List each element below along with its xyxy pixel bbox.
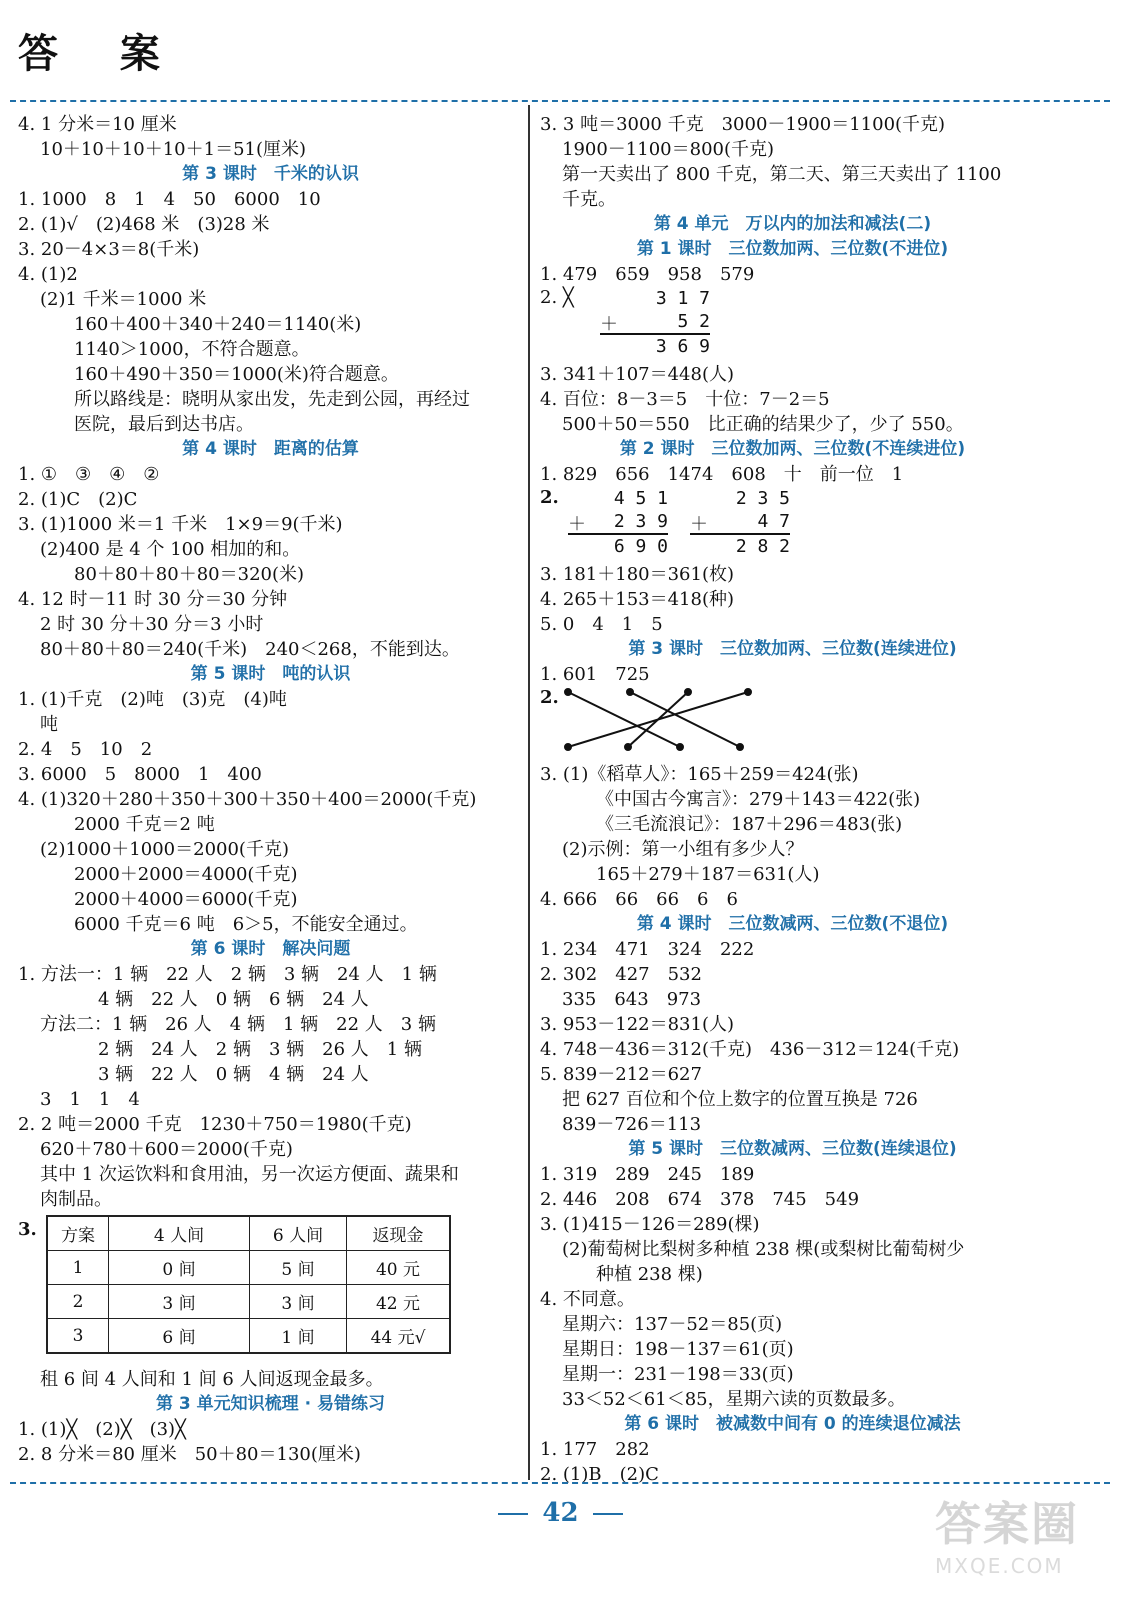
matching-dot [565, 689, 571, 695]
table-cell: 2 [47, 1285, 109, 1319]
matching-line [568, 692, 748, 747]
answer-line: 80＋80＋80＋80＝320(米) [74, 564, 305, 585]
answer-line: 500＋50＝550 比正确的结果少了，少了 550。 [562, 414, 964, 435]
matching-dot [565, 744, 571, 750]
answer-line: 3. (1)1000 米＝1 千米 1×9＝9(千米) [18, 514, 343, 535]
answer-line: 星期日：198－137＝61(页) [562, 1339, 794, 1360]
answer-line: 2000 千克＝2 吨 [74, 814, 215, 835]
plus-sign: ＋ [568, 514, 586, 535]
answer-line: 所以路线是：晓明从家出发，先走到公园，再经过 [74, 389, 470, 410]
answer-line: 3. 181＋180＝361(枚) [540, 564, 735, 585]
answer-line: 方法二：1 辆 26 人 4 辆 1 辆 22 人 3 辆 [40, 1014, 436, 1035]
lesson-heading: 第 4 课时 三位数减两、三位数(不退位) [636, 914, 949, 934]
vertical-calculation [690, 487, 790, 558]
answer-line: 5. 839－212＝627 [540, 1064, 702, 1085]
answer-line: 肉制品。 [40, 1189, 112, 1210]
answer-line: 1. 1000 8 1 4 50 6000 10 [18, 189, 321, 210]
plan-table-block [18, 1215, 523, 1367]
calc-result: 2 8 2 [690, 533, 790, 558]
answer-line: 1. 601 725 [540, 664, 650, 685]
answer-line: 其中 1 次运饮料和食用油，另一次运方便面、蔬果和 [40, 1164, 459, 1185]
answer-line: 4. 265＋153＝418(种) [540, 589, 735, 610]
answer-line: 3. 20－4×3＝8(千米) [18, 239, 200, 260]
answer-line: 租 6 间 4 人间和 1 间 6 人间返现金最多。 [40, 1369, 384, 1390]
answer-line: 千克。 [562, 189, 616, 210]
answer-line: 1. ① ③ ④ ② [18, 464, 160, 485]
answer-line: (2)1 千米＝1000 米 [40, 289, 207, 310]
answer-line: 839－726＝113 [562, 1114, 702, 1135]
table-header-cell: 返现金 [347, 1216, 451, 1251]
plus-sign: ＋ [690, 514, 708, 535]
answer-line: 4. 666 66 66 6 6 [540, 889, 738, 910]
answer-line: 6000 千克＝6 吨 6＞5，不能安全通过。 [74, 914, 418, 935]
calc-addend: 2 3 9 [613, 511, 668, 532]
answer-line: 3. 3 吨＝3000 千克 3000－1900＝1100(千克) [540, 114, 946, 135]
answer-line: 2. (1)√ (2)468 米 (3)28 米 [18, 214, 270, 235]
table-cell: 3 间 [250, 1285, 347, 1319]
table-cell: 3 间 [109, 1285, 250, 1319]
watermark-url: MXQE.COM [935, 1554, 1064, 1578]
matching-dot [627, 689, 633, 695]
answer-line: 4. 百位：8－3＝5 十位：7－2＝5 [540, 389, 830, 410]
bottom-divider [10, 1482, 1110, 1484]
vertical-calculation [600, 287, 710, 358]
watermark-text: 答案圈 [935, 1497, 1079, 1551]
question-number: 2. [540, 687, 559, 708]
page-title: 答 案 [18, 31, 184, 77]
calc-addend: 4 7 [757, 511, 790, 532]
calc-addend: 4 5 1 [613, 488, 668, 509]
answer-line: 2. 4 5 10 2 [18, 739, 153, 760]
answer-line: 3 1 1 4 [40, 1089, 140, 1110]
answer-line: 1140＞1000，不符合题意。 [74, 339, 310, 360]
answer-line: (2)示例：第一小组有多少人？ [562, 839, 804, 860]
answer-line: 2000＋2000＝4000(千克) [74, 864, 298, 885]
calc-result: 3 6 9 [600, 333, 710, 358]
table-row [47, 1319, 450, 1354]
matching-dot [737, 744, 743, 750]
answer-line: 医院，最后到达书店。 [74, 414, 254, 435]
answer-line: 2. 8 分米＝80 厘米 50＋80＝130(厘米) [18, 1444, 361, 1465]
lesson-heading: 第 3 课时 三位数加两、三位数(连续进位) [628, 639, 957, 659]
answer-line: 4. 12 时－11 时 30 分＝30 分钟 [18, 589, 288, 610]
answer-line: 1. 234 471 324 222 [540, 939, 755, 960]
table-cell: 6 间 [109, 1319, 250, 1354]
answer-line: 3 辆 22 人 0 辆 4 辆 24 人 [98, 1064, 369, 1085]
answer-line: 160＋400＋340＋240＝1140(米) [74, 314, 362, 335]
table-header-row [47, 1216, 450, 1251]
answer-line: 33＜52＜61＜85，星期六读的页数最多。 [562, 1389, 906, 1410]
table-row [47, 1285, 450, 1319]
vertical-calc-block [540, 287, 1045, 362]
answer-line: (2)1000＋1000＝2000(千克) [40, 839, 289, 860]
answer-line: 4. (1)2 [18, 264, 78, 285]
table-row [47, 1251, 450, 1285]
table-cell: 40 元 [347, 1251, 451, 1285]
answer-line: 2000＋4000＝6000(千克) [74, 889, 298, 910]
right-column [540, 112, 1045, 1487]
column-divider [528, 105, 530, 1480]
answer-line: 2 时 30 分＋30 分＝3 小时 [40, 614, 264, 635]
answer-line: 4. 不同意。 [540, 1289, 635, 1310]
answer-line: (2)400 是 4 个 100 相加的和。 [40, 539, 301, 560]
calc-result: 6 9 0 [568, 533, 668, 558]
answer-line: 3. 341＋107＝448(人) [540, 364, 735, 385]
answer-line: 5. 0 4 1 5 [540, 614, 663, 635]
matching-dot [745, 689, 751, 695]
answer-line: 10＋10＋10＋10＋1＝51(厘米) [40, 139, 307, 160]
answer-line: 1. 方法一：1 辆 22 人 2 辆 3 辆 24 人 1 辆 [18, 964, 437, 985]
lesson-heading: 第 2 课时 三位数加两、三位数(不连续进位) [619, 439, 966, 459]
answer-line: 《中国古今寓言》：279＋143＝422(张) [596, 789, 921, 810]
answer-line: 2. 302 427 532 [540, 964, 702, 985]
table-cell: 1 [47, 1251, 109, 1285]
answer-line: 2. 446 208 674 378 745 549 [540, 1189, 860, 1210]
lesson-heading: 第 5 课时 三位数减两、三位数(连续退位) [628, 1139, 957, 1159]
answer-line: 3. (1)《稻草人》：165＋259＝424(张) [540, 764, 859, 785]
answer-line: 335 643 973 [562, 989, 702, 1010]
answer-line: 第一天卖出了 800 千克，第二天、第三天卖出了 1100 [562, 164, 1002, 185]
calc-addend: 3 1 7 [655, 288, 710, 309]
top-divider [10, 100, 1110, 102]
answer-line: 1. 319 289 245 189 [540, 1164, 755, 1185]
answer-line: 620＋780＋600＝2000(千克) [40, 1139, 293, 1160]
matching-dot [685, 689, 691, 695]
matching-dot [625, 744, 631, 750]
watermark-logo [935, 1488, 1095, 1578]
vertical-calculation [568, 487, 668, 558]
answer-line: 4 辆 22 人 0 辆 6 辆 24 人 [98, 989, 369, 1010]
plus-sign: ＋ [600, 314, 618, 335]
answer-line: 3. 953－122＝831(人) [540, 1014, 735, 1035]
lesson-heading: 第 1 课时 三位数加两、三位数(不进位) [636, 239, 949, 259]
unit-heading: 第 4 单元 万以内的加法和减法(二) [653, 214, 932, 234]
table-cell: 42 元 [347, 1285, 451, 1319]
answer-line: 吨 [40, 714, 58, 735]
table-header-cell: 4 人间 [109, 1216, 250, 1251]
answer-line: 1. 177 282 [540, 1439, 650, 1460]
answer-line: 种植 238 棵) [596, 1264, 703, 1285]
plan-table [46, 1215, 451, 1354]
answer-line: 星期一：231－198＝33(页) [562, 1364, 794, 1385]
answer-line: 星期六：137－52＝85(页) [562, 1314, 783, 1335]
lesson-heading: 第 5 课时 吨的认识 [190, 664, 351, 684]
answer-line: 160＋490＋350＝1000(米)符合题意。 [74, 364, 399, 385]
answer-line: 1900－1100＝800(千克) [562, 139, 775, 160]
answer-line: 把 627 百位和个位上数字的位置互换是 726 [562, 1089, 918, 1110]
answer-line: 2. 2 吨＝2000 千克 1230＋750＝1980(千克) [18, 1114, 412, 1135]
answer-line: 2. (1)B (2)C [540, 1464, 659, 1485]
answer-line: 2 辆 24 人 2 辆 3 辆 26 人 1 辆 [98, 1039, 422, 1060]
table-cell: 3 [47, 1319, 109, 1354]
lesson-heading: 第 3 单元知识梳理 · 易错练习 [156, 1394, 385, 1414]
table-cell: 0 间 [109, 1251, 250, 1285]
page-number-value: 42 [542, 1498, 579, 1528]
answer-line: (2)葡萄树比梨树多种植 238 棵(或梨树比葡萄树少 [562, 1239, 965, 1260]
answer-line: 3. (1)415－126＝289(棵) [540, 1214, 760, 1235]
table-cell: 44 元√ [347, 1319, 451, 1354]
question-number: 2. [540, 487, 559, 508]
vertical-calc-block [540, 487, 1045, 562]
matching-diagram [540, 687, 800, 762]
left-column [18, 112, 523, 1467]
dash-decoration [593, 1513, 623, 1515]
matching-dot [677, 744, 683, 750]
lesson-heading: 第 4 课时 距离的估算 [182, 439, 359, 459]
answer-line: 4. 1 分米＝10 厘米 [18, 114, 177, 135]
table-cell: 5 间 [250, 1251, 347, 1285]
table-header-cell: 方案 [47, 1216, 109, 1251]
answer-line: 4. (1)320＋280＋350＋300＋350＋400＝2000(千克) [18, 789, 477, 810]
answer-line: 2. (1)C (2)C [18, 489, 138, 510]
answer-line: 165＋279＋187＝631(人) [596, 864, 820, 885]
question-number: 3. [18, 1219, 37, 1240]
lesson-heading: 第 6 课时 解决问题 [190, 939, 351, 959]
calc-addend: 2 3 5 [735, 488, 790, 509]
answer-line: 1. (1)╳ (2)╳ (3)╳ [18, 1419, 186, 1440]
answer-line: 《三毛流浪记》：187＋296＝483(张) [596, 814, 903, 835]
dash-decoration [498, 1513, 528, 1515]
answer-line: 2. ╳ [540, 287, 574, 308]
answer-line: 1. 479 659 958 579 [540, 264, 755, 285]
answer-line: 3. 6000 5 8000 1 400 [18, 764, 262, 785]
lesson-heading: 第 6 课时 被减数中间有 0 的连续退位减法 [624, 1414, 961, 1434]
matching-line [568, 692, 680, 747]
answer-line: 80＋80＋80＝240(千米) 240＜268，不能到达。 [40, 639, 460, 660]
calc-addend: 5 2 [677, 311, 710, 332]
lesson-heading: 第 3 课时 千米的认识 [182, 164, 359, 184]
matching-lines [540, 687, 1045, 762]
table-header-cell: 6 人间 [250, 1216, 347, 1251]
table-cell: 1 间 [250, 1319, 347, 1354]
answer-line: 4. 748－436＝312(千克) 436－312＝124(千克) [540, 1039, 960, 1060]
answer-line: 1. (1)千克 (2)吨 (3)克 (4)吨 [18, 689, 287, 710]
answer-line: 1. 829 656 1474 608 十 前一位 1 [540, 464, 904, 485]
